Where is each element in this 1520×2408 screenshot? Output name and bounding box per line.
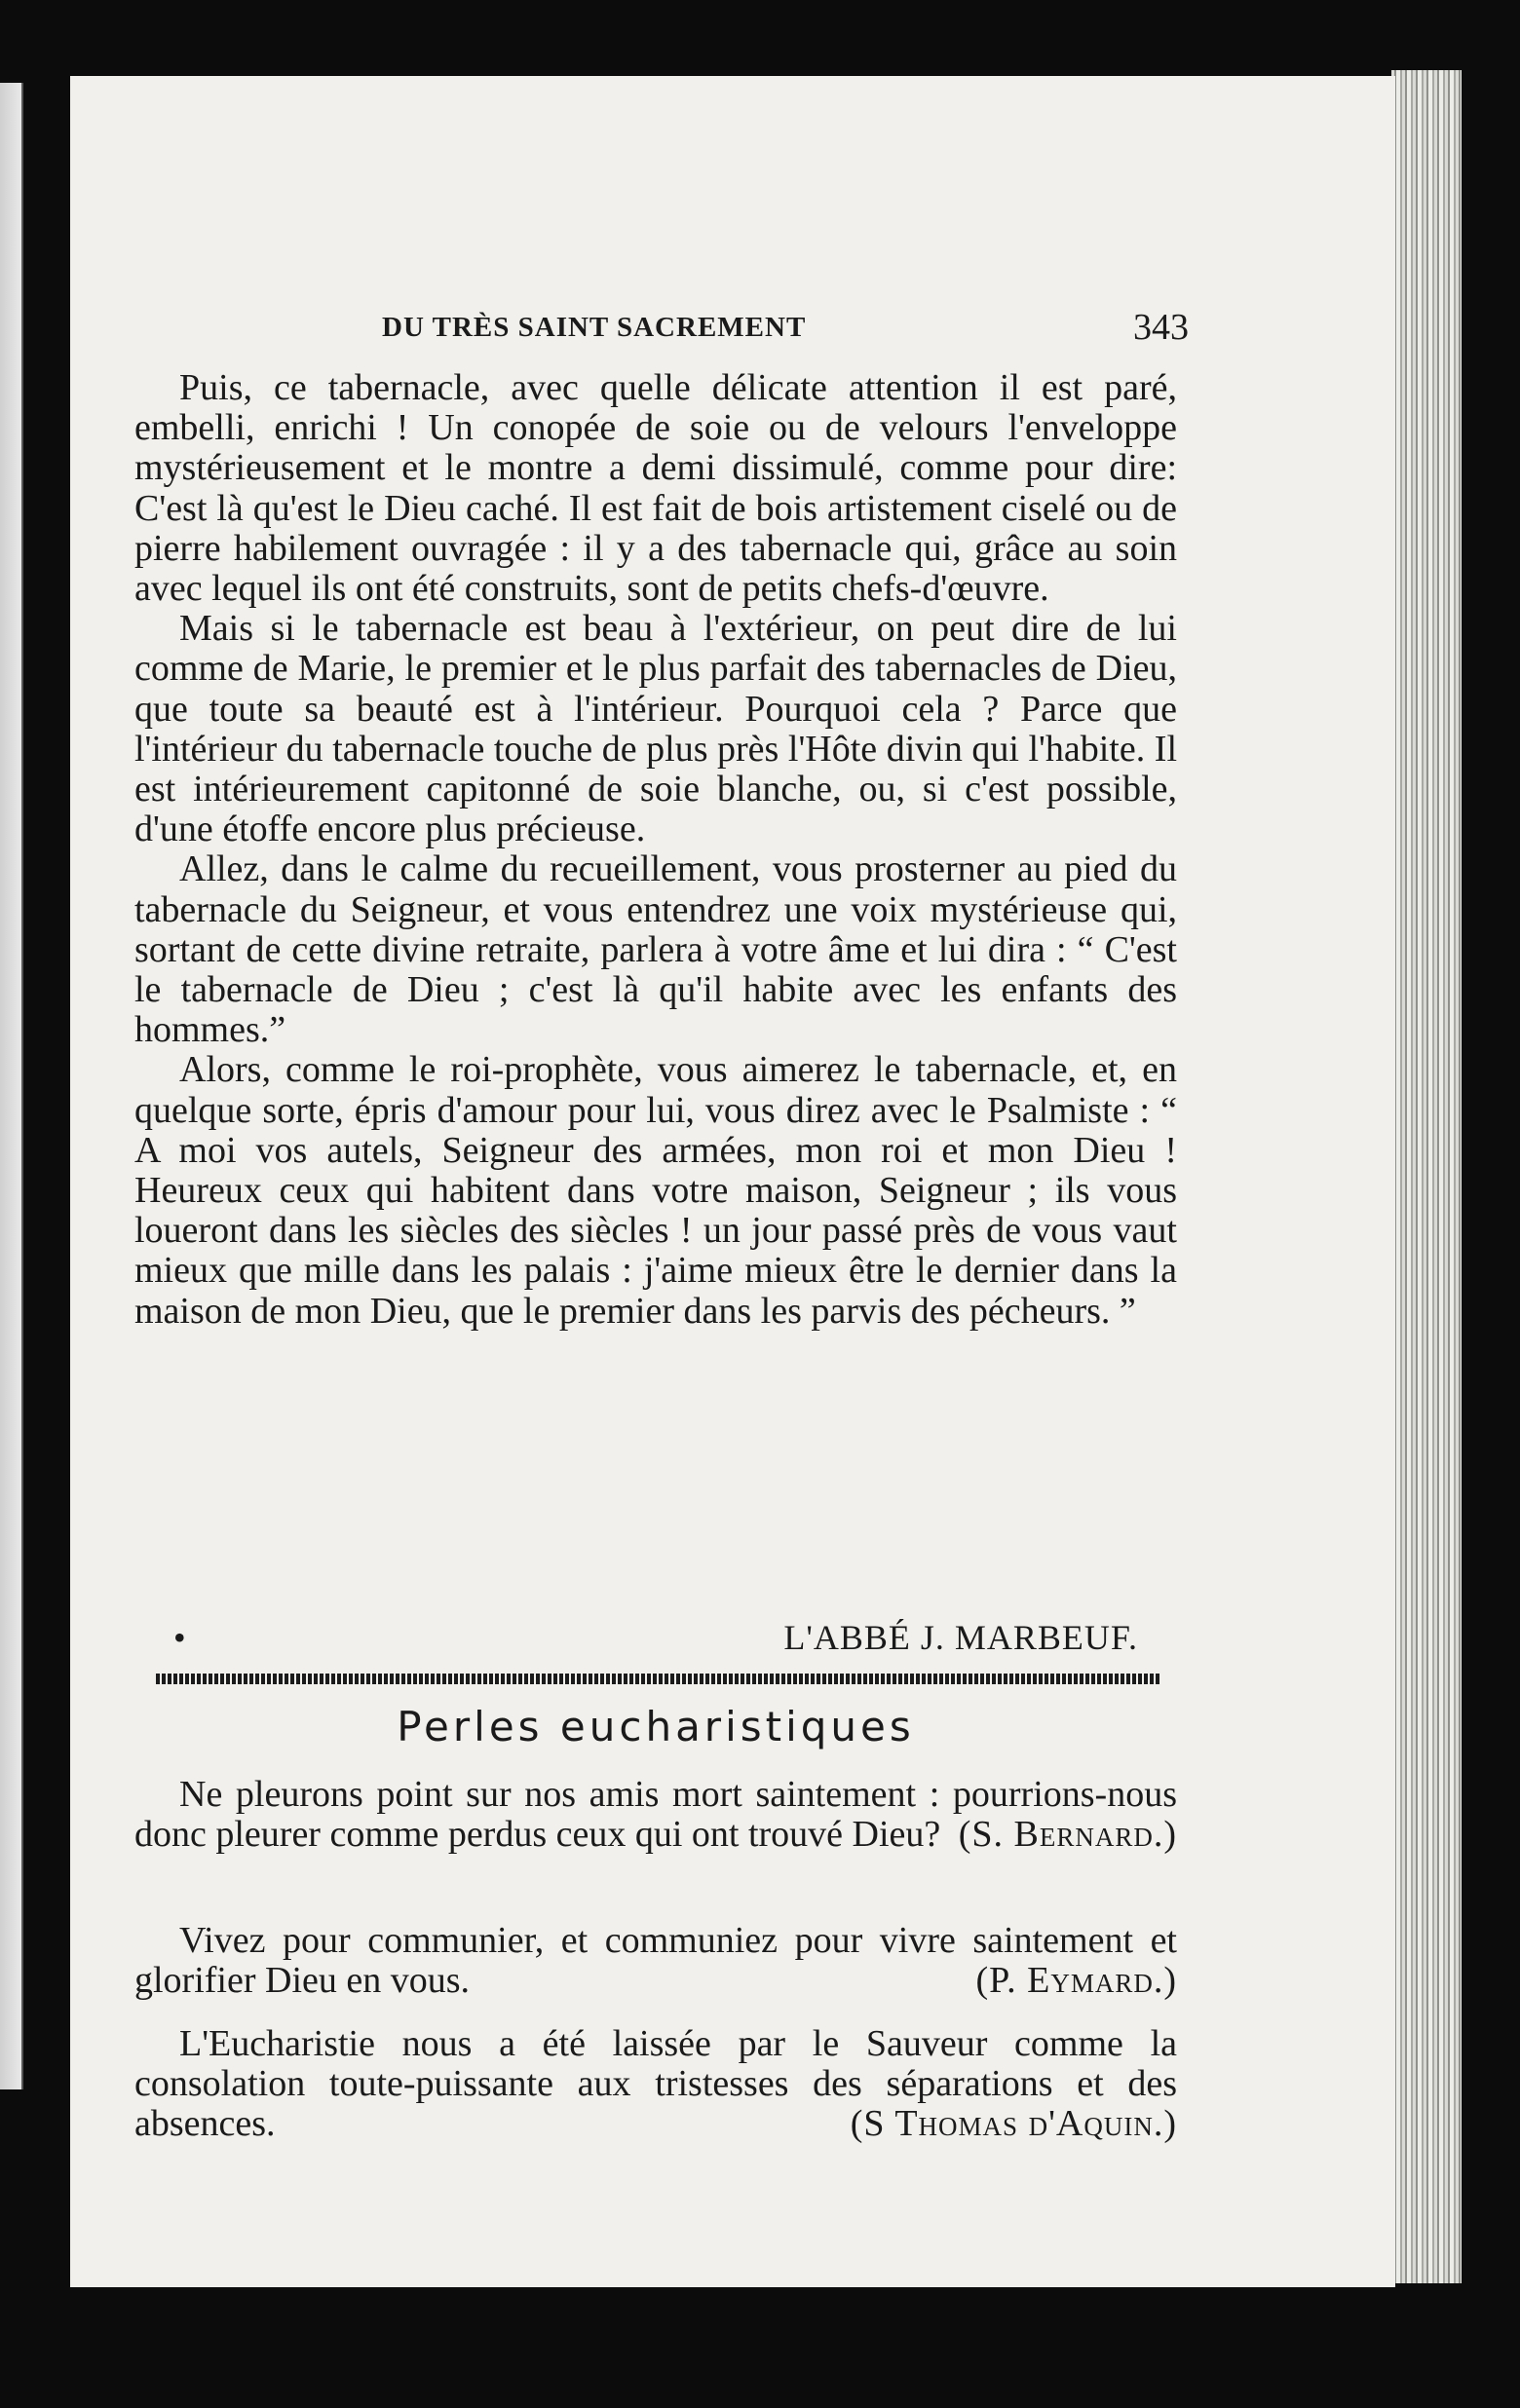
section-title: Perles eucharistiques [397,1703,915,1750]
signature-line [134,1617,1177,1662]
quote-item [134,1921,1177,2001]
quote-source: (P. Eymard.) [975,1960,1177,2002]
running-head [175,307,1189,355]
running-head-title: DU TRÈS SAINT SACREMENT [382,312,807,343]
article-body [134,368,1177,1332]
quote-source: (S Thomas d'Aquin.) [850,2103,1177,2145]
quote-source: (S. Bernard.) [958,1814,1177,1856]
book-page-edges [1391,70,1462,2283]
ornamental-rule [156,1674,1159,1684]
paragraph: Allez, dans le calme du recueillement, vous prosterner au pied du tabernacle du Seigneur, et vous entendrez une voix mystérieuse qui, sortant de cette divine retraite, parlera à votre âme et lui dira : “ C'est le tabernacle de Dieu ; c'est là qu'il habite avec les enfants des hommes.” [134,848,1177,1051]
paragraph: Puis, ce tabernacle, avec quelle délicate attention il est paré, embelli, enrichi ! Un conopée de soie ou de velours l'enveloppe mystérieusement et le montre a demi dissimulé, comme pour dire: C'est là qu'est le Dieu caché. Il est fait de bois artistement ciselé ou de pierre habilement ouvragée : il y a des tabernacle qui, grâce au soin avec lequel ils ont été construits, sont de petits chefs-d'œuvre. [134,367,1177,610]
paragraph: Mais si le tabernacle est beau à l'extérieur, on peut dire de lui comme de Marie, le premier et le plus parfait des tabernacles de Dieu, que toute sa beauté est à l'intérieur. Pourquoi cela ? Parce que l'intérieur du tabernacle touche de plus près l'Hôte divin qui l'habite. Il est intérieurement capitonné de soie blanche, ou, si c'est possible, d'une étoffe encore plus précieuse. [134,608,1177,850]
bullet-mark: • [173,1618,186,1657]
adjacent-page-edge [0,83,23,2089]
quote-text: L'Eucharistie nous a été laissée par le Sauveur comme la consolation toute-puissante aux tristesses des séparations et des absences. [134,2023,1177,2145]
quote-item [134,1775,1177,1855]
page-number: 343 [1133,307,1189,348]
author-signature: L'ABBÉ J. MARBEUF. [783,1618,1138,1657]
quote-text: Vivez pour communier, et communiez pour vivre saintement et glorifier Dieu en vous. [134,1920,1177,2002]
quote-item [134,2024,1177,2145]
paragraph: Alors, comme le roi-prophète, vous aimerez le tabernacle, et, en quelque sorte, épris d'amour pour lui, vous direz avec le Psalmiste : “ A moi vos autels, Seigneur des armées, mon roi et mon Dieu ! Heureux ceux qui habitent dans votre maison, Seigneur ; ils vous loueront dans les siècles des siècles ! un jour passé près de vous vaut mieux que mille dans les palais : j'aime mieux être le dernier dans la maison de mon Dieu, que le premier dans les parvis des pécheurs. ” [134,1049,1177,1332]
quote-text: Ne pleurons point sur nos amis mort saintement : pourrions-nous donc pleurer comme perdus ceux qui ont trouvé Dieu? [134,1774,1177,1856]
